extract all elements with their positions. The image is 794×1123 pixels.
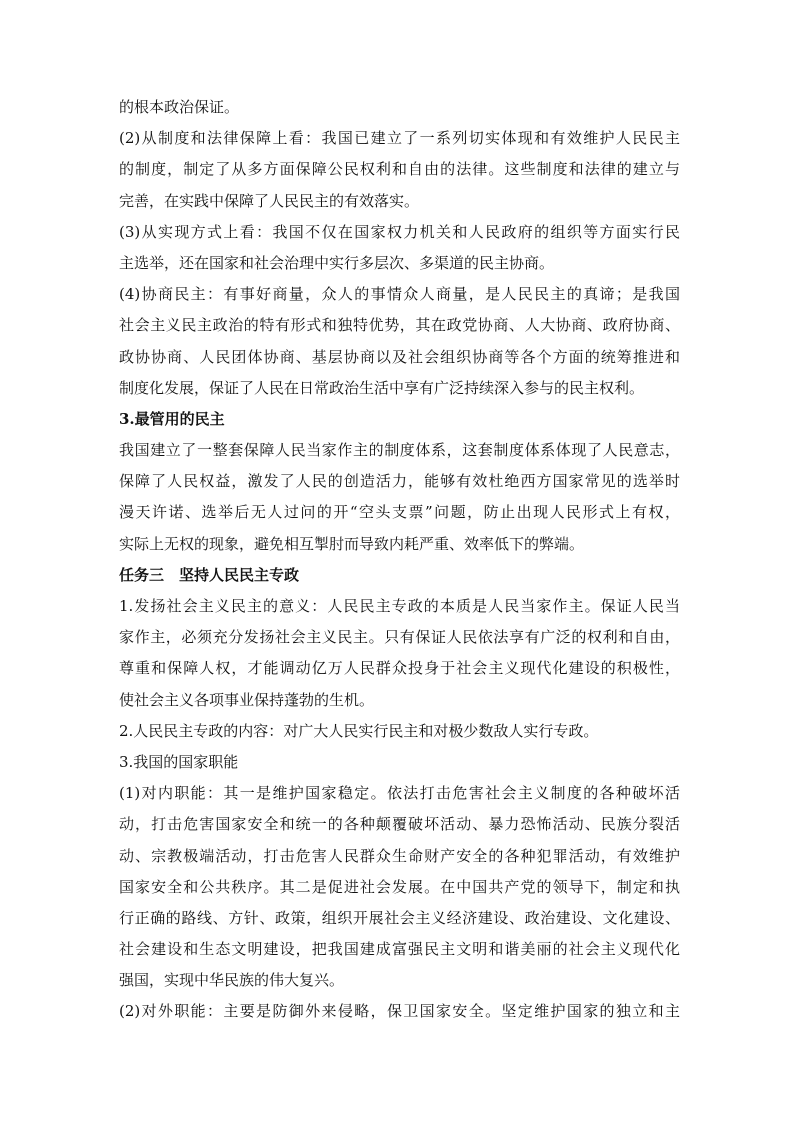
text-line: 实际上无权的现象，避免相互掣肘而导致内耗严重、效率低下的弊端。 [119,534,585,553]
document-body [119,92,680,1028]
text-line: 政协协商、人民团体协商、基层协商以及社会组织协商等各个方面的统筹推进和 [119,347,680,366]
text-line: 使社会主义各项事业保持蓬勃的生机。 [119,690,375,709]
text-line: 社会主义民主政治的特有形式和独特优势，其在政党协商、人大协商、政府协商、 [119,316,680,335]
text-line: 社会建设和生态文明建设，把我国建成富强民主文明和谐美丽的社会主义现代化 [119,940,680,959]
text-line: 保障了人民权益，激发了人民的创造活力，能够有效杜绝西方国家常见的选举时 [119,472,680,491]
text-line: 制度化发展，保证了人民在日常政治生活中享有广泛持续深入参与的民主权利。 [119,378,645,397]
text-line: 2.人民民主专政的内容：对广大人民实行民主和对极少数敌人实行专政。 [119,721,599,740]
text-line: 行正确的路线、方针、政策，组织开展社会主义经济建设、政治建设、文化建设、 [119,908,680,927]
text-line: (4)协商民主：有事好商量，众人的事情众人商量，是人民民主的真谛；是我国 [119,285,680,304]
section-heading: 3.最管用的民主 [119,409,225,428]
text-line: 动、宗教极端活动，打击危害人民群众生命财产安全的各种犯罪活动，有效维护 [119,846,680,865]
text-line: (1)对内职能：其一是维护国家稳定。依法打击危害社会主义制度的各种破坏活 [119,784,680,803]
text-line: 的根本政治保证。 [119,98,240,116]
section-heading: 任务三 坚持人民民主专政 [119,565,300,584]
text-line: 国家安全和公共秩序。其二是促进社会发展。在中国共产党的领导下，制定和执 [119,877,680,896]
text-line: 的制度，制定了从多方面保障公民权利和自由的法律。这些制度和法律的建立与 [119,160,680,179]
text-line: 强国，实现中华民族的伟大复兴。 [119,971,345,990]
text-line: 家作主，必须充分发扬社会主义民主。只有保证人民依法享有广泛的权利和自由， [119,628,680,647]
text-line: 主选举，还在国家和社会治理中实行多层次、多渠道的民主协商。 [119,253,555,272]
text-line: 漫天许诺、选举后无人过问的开“空头支票”问题，防止出现人民形式上有权， [119,503,680,522]
text-line: (2)从制度和法律保障上看：我国已建立了一系列切实体现和有效维护人民民主 [119,129,680,148]
text-line: 完善，在实践中保障了人民民主的有效落实。 [119,191,420,210]
text-line: 动，打击危害国家安全和统一的各种颠覆破坏活动、暴力恐怖活动、民族分裂活 [119,815,680,834]
text-line: (2)对外职能：主要是防御外来侵略，保卫国家安全。坚定维护国家的独立和主 [119,1002,680,1021]
text-line: 尊重和保障人权，才能调动亿万人民群众投身于社会主义现代化建设的积极性， [119,659,680,678]
text-line: (3)从实现方式上看：我国不仅在国家权力机关和人民政府的组织等方面实行民 [119,222,680,241]
text-line: 3.我国的国家职能 [119,752,239,771]
text-line: 我国建立了一整套保障人民当家作主的制度体系，这套制度体系体现了人民意志， [119,441,680,460]
text-line: 1.发扬社会主义民主的意义：人民民主专政的本质是人民当家作主。保证人民当 [119,597,680,615]
